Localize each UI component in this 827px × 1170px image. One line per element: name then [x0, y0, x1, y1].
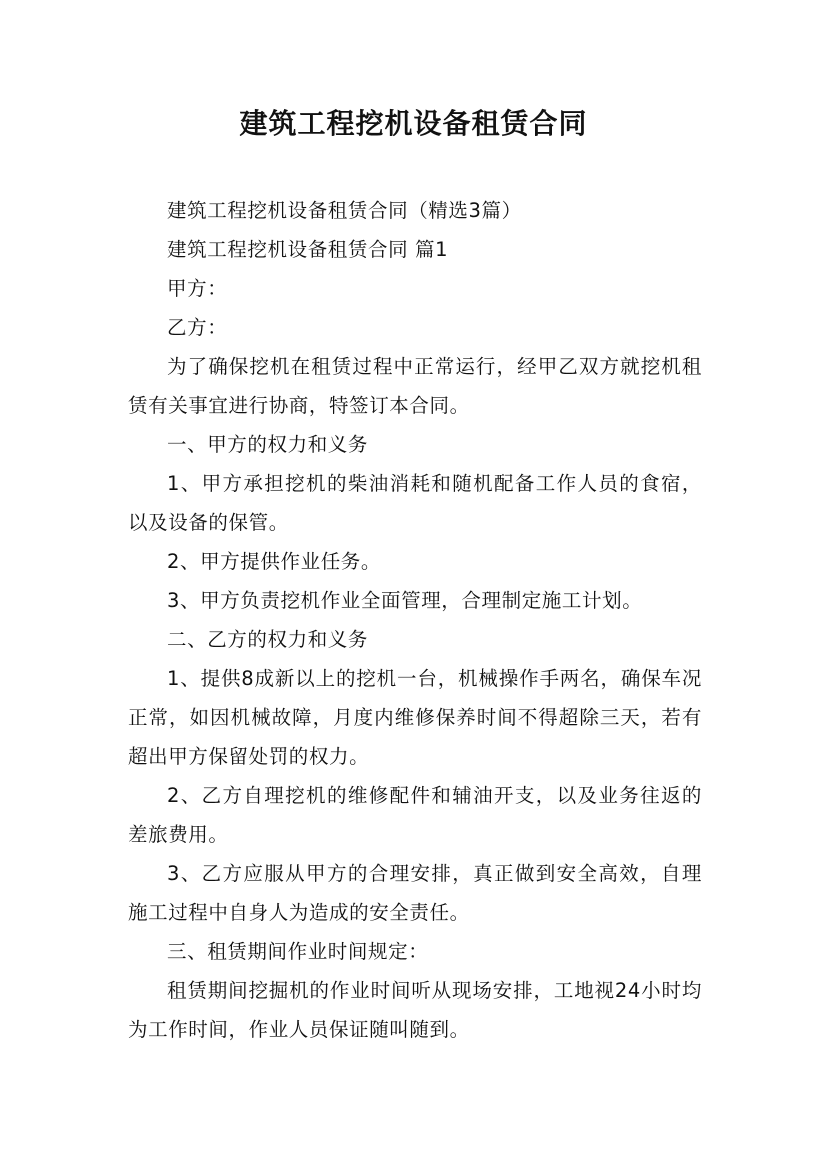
- paragraph: 甲方：: [167, 277, 228, 300]
- paragraph: 二、乙方的权力和义务: [167, 628, 369, 651]
- paragraph: 3、甲方负责挖机作业全面管理，合理制定施工计划。: [167, 589, 643, 612]
- paragraph: 为了确保挖机在租赁过程中正常运行，经甲乙双方就挖机租赁有关事宜进行协商，特签订本合同。: [128, 355, 702, 417]
- paragraph: 3、乙方应服从甲方的合理安排，真正做到安全高效，自理施工过程中自身人为造成的安全责任。: [128, 862, 702, 924]
- paragraph: 租赁期间挖掘机的作业时间听从现场安排，工地视24小时均为工作时间，作业人员保证随叫随到。: [128, 979, 702, 1041]
- paragraph: 1、甲方承担挖机的柴油消耗和随机配备工作人员的食宿，以及设备的保管。: [128, 472, 702, 534]
- document-body: [128, 191, 702, 1049]
- paragraph: 2、乙方自理挖机的维修配件和辅油开支，以及业务往返的差旅费用。: [128, 784, 702, 846]
- paragraph: 建筑工程挖机设备租赁合同 篇1: [167, 238, 449, 261]
- paragraph: 建筑工程挖机设备租赁合同（精选3篇）: [167, 199, 522, 222]
- document-title: 建筑工程挖机设备租赁合同: [239, 107, 588, 140]
- paragraph: 2、甲方提供作业任务。: [167, 550, 382, 573]
- paragraph: 一、甲方的权力和义务: [167, 433, 369, 456]
- paragraph: 1、提供8成新以上的挖机一台，机械操作手两名，确保车况正常，如因机械故障，月度内维修保养时间不得超除三天，若有超出甲方保留处罚的权力。: [128, 667, 702, 768]
- paragraph: 乙方：: [167, 316, 228, 339]
- paragraph: 三、租赁期间作业时间规定：: [167, 940, 429, 963]
